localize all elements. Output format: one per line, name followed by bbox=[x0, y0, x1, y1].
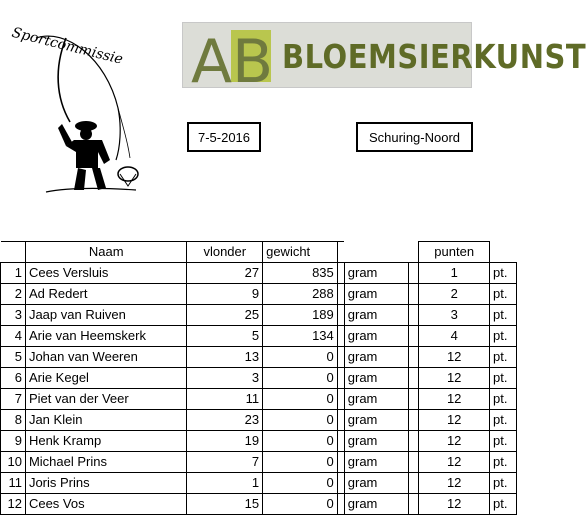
pt-cell: pt. bbox=[490, 326, 517, 347]
pt-cell: pt. bbox=[490, 305, 517, 326]
weight-cell: 835 bbox=[263, 263, 338, 284]
rank-cell: 11 bbox=[1, 473, 26, 494]
table-row bbox=[1, 473, 517, 494]
spacer-cell bbox=[409, 284, 419, 305]
unit-cell: gram bbox=[344, 452, 409, 473]
table-row bbox=[1, 263, 517, 284]
vlonder-cell: 11 bbox=[187, 389, 263, 410]
table-row bbox=[1, 326, 517, 347]
weight-cell: 0 bbox=[263, 347, 338, 368]
rank-cell: 3 bbox=[1, 305, 26, 326]
spacer-cell bbox=[409, 431, 419, 452]
results-table bbox=[0, 241, 517, 515]
name-cell: Ad Redert bbox=[25, 284, 187, 305]
table-row bbox=[1, 305, 517, 326]
name-cell: Piet van der Veer bbox=[25, 389, 187, 410]
points-cell: 3 bbox=[419, 305, 490, 326]
header-punten: punten bbox=[419, 242, 490, 263]
table-row bbox=[1, 389, 517, 410]
points-cell: 12 bbox=[419, 473, 490, 494]
unit-cell: gram bbox=[344, 431, 409, 452]
name-cell: Henk Kramp bbox=[25, 431, 187, 452]
pt-cell: pt. bbox=[490, 389, 517, 410]
rank-cell: 1 bbox=[1, 263, 26, 284]
vlonder-cell: 25 bbox=[187, 305, 263, 326]
rank-cell: 10 bbox=[1, 452, 26, 473]
rank-cell: 9 bbox=[1, 431, 26, 452]
name-cell: Cees Vos bbox=[25, 494, 187, 515]
spacer-cell bbox=[409, 452, 419, 473]
weight-cell: 0 bbox=[263, 389, 338, 410]
weight-cell: 134 bbox=[263, 326, 338, 347]
points-cell: 12 bbox=[419, 410, 490, 431]
pt-cell: pt. bbox=[490, 410, 517, 431]
points-cell: 12 bbox=[419, 494, 490, 515]
fisherman-logo-icon bbox=[6, 18, 142, 194]
unit-cell: gram bbox=[344, 326, 409, 347]
vlonder-cell: 5 bbox=[187, 326, 263, 347]
name-cell: Jan Klein bbox=[25, 410, 187, 431]
table-row bbox=[1, 494, 517, 515]
unit-cell: gram bbox=[344, 263, 409, 284]
points-cell: 4 bbox=[419, 326, 490, 347]
vlonder-cell: 13 bbox=[187, 347, 263, 368]
rank-cell: 5 bbox=[1, 347, 26, 368]
name-cell: Jaap van Ruiven bbox=[25, 305, 187, 326]
spacer-cell bbox=[337, 494, 344, 515]
spacer-cell bbox=[409, 347, 419, 368]
spacer-cell bbox=[409, 410, 419, 431]
spacer-cell bbox=[409, 263, 419, 284]
rank-cell: 4 bbox=[1, 326, 26, 347]
spacer-cell bbox=[337, 452, 344, 473]
unit-cell: gram bbox=[344, 389, 409, 410]
pt-cell: pt. bbox=[490, 494, 517, 515]
spacer-cell bbox=[337, 410, 344, 431]
points-cell: 1 bbox=[419, 263, 490, 284]
points-cell: 12 bbox=[419, 389, 490, 410]
name-cell: Joris Prins bbox=[25, 473, 187, 494]
spacer-cell bbox=[337, 431, 344, 452]
spacer-cell bbox=[337, 389, 344, 410]
header-naam: Naam bbox=[25, 242, 187, 263]
vlonder-cell: 1 bbox=[187, 473, 263, 494]
spacer-cell bbox=[337, 263, 344, 284]
pt-cell: pt. bbox=[490, 263, 517, 284]
points-cell: 12 bbox=[419, 368, 490, 389]
vlonder-cell: 15 bbox=[187, 494, 263, 515]
spacer-cell bbox=[409, 368, 419, 389]
spacer-cell bbox=[409, 326, 419, 347]
pt-cell: pt. bbox=[490, 473, 517, 494]
unit-cell: gram bbox=[344, 410, 409, 431]
rank-cell: 7 bbox=[1, 389, 26, 410]
header-vlonder: vlonder bbox=[187, 242, 263, 263]
table-row bbox=[1, 452, 517, 473]
sponsor-banner bbox=[182, 22, 586, 97]
weight-cell: 0 bbox=[263, 431, 338, 452]
pt-cell: pt. bbox=[490, 347, 517, 368]
unit-cell: gram bbox=[344, 368, 409, 389]
points-cell: 12 bbox=[419, 431, 490, 452]
spacer-cell bbox=[337, 368, 344, 389]
header-gewicht: gewicht bbox=[263, 242, 338, 263]
spacer-cell bbox=[337, 347, 344, 368]
table-row bbox=[1, 284, 517, 305]
spacer-cell bbox=[337, 284, 344, 305]
weight-cell: 189 bbox=[263, 305, 338, 326]
vlonder-cell: 9 bbox=[187, 284, 263, 305]
rank-cell: 2 bbox=[1, 284, 26, 305]
sponsor-ab-logo-icon bbox=[187, 24, 277, 97]
spacer-cell bbox=[337, 305, 344, 326]
sponsor-letters: AB bbox=[191, 27, 274, 97]
points-cell: 12 bbox=[419, 347, 490, 368]
weight-cell: 0 bbox=[263, 494, 338, 515]
name-cell: Cees Versluis bbox=[25, 263, 187, 284]
date-field: 7-5-2016 bbox=[187, 122, 261, 152]
unit-cell: gram bbox=[344, 473, 409, 494]
table-header-row bbox=[1, 242, 517, 263]
unit-cell: gram bbox=[344, 347, 409, 368]
name-cell: Arie Kegel bbox=[25, 368, 187, 389]
location-field: Schuring-Noord bbox=[356, 122, 473, 152]
vlonder-cell: 3 bbox=[187, 368, 263, 389]
spacer-cell bbox=[409, 494, 419, 515]
weight-cell: 0 bbox=[263, 368, 338, 389]
vlonder-cell: 19 bbox=[187, 431, 263, 452]
unit-cell: gram bbox=[344, 494, 409, 515]
table-row bbox=[1, 368, 517, 389]
rank-cell: 12 bbox=[1, 494, 26, 515]
weight-cell: 0 bbox=[263, 473, 338, 494]
vlonder-cell: 23 bbox=[187, 410, 263, 431]
points-cell: 12 bbox=[419, 452, 490, 473]
name-cell: Johan van Weeren bbox=[25, 347, 187, 368]
spacer-cell bbox=[337, 326, 344, 347]
rank-cell: 8 bbox=[1, 410, 26, 431]
vlonder-cell: 7 bbox=[187, 452, 263, 473]
spacer-cell bbox=[409, 473, 419, 494]
unit-cell: gram bbox=[344, 284, 409, 305]
spacer-cell bbox=[409, 389, 419, 410]
table-row bbox=[1, 431, 517, 452]
pt-cell: pt. bbox=[490, 284, 517, 305]
name-cell: Michael Prins bbox=[25, 452, 187, 473]
weight-cell: 0 bbox=[263, 452, 338, 473]
spacer-cell bbox=[337, 473, 344, 494]
sponsor-name: BLOEMSIERKUNST bbox=[282, 37, 586, 77]
club-logo-text: Sportcommissie bbox=[10, 24, 125, 68]
weight-cell: 0 bbox=[263, 410, 338, 431]
table-row bbox=[1, 347, 517, 368]
pt-cell: pt. bbox=[490, 368, 517, 389]
weight-cell: 288 bbox=[263, 284, 338, 305]
table-row bbox=[1, 410, 517, 431]
pt-cell: pt. bbox=[490, 431, 517, 452]
rank-cell: 6 bbox=[1, 368, 26, 389]
vlonder-cell: 27 bbox=[187, 263, 263, 284]
name-cell: Arie van Heemskerk bbox=[25, 326, 187, 347]
spacer-cell bbox=[409, 305, 419, 326]
points-cell: 2 bbox=[419, 284, 490, 305]
unit-cell: gram bbox=[344, 305, 409, 326]
club-logo bbox=[6, 18, 142, 194]
pt-cell: pt. bbox=[490, 452, 517, 473]
